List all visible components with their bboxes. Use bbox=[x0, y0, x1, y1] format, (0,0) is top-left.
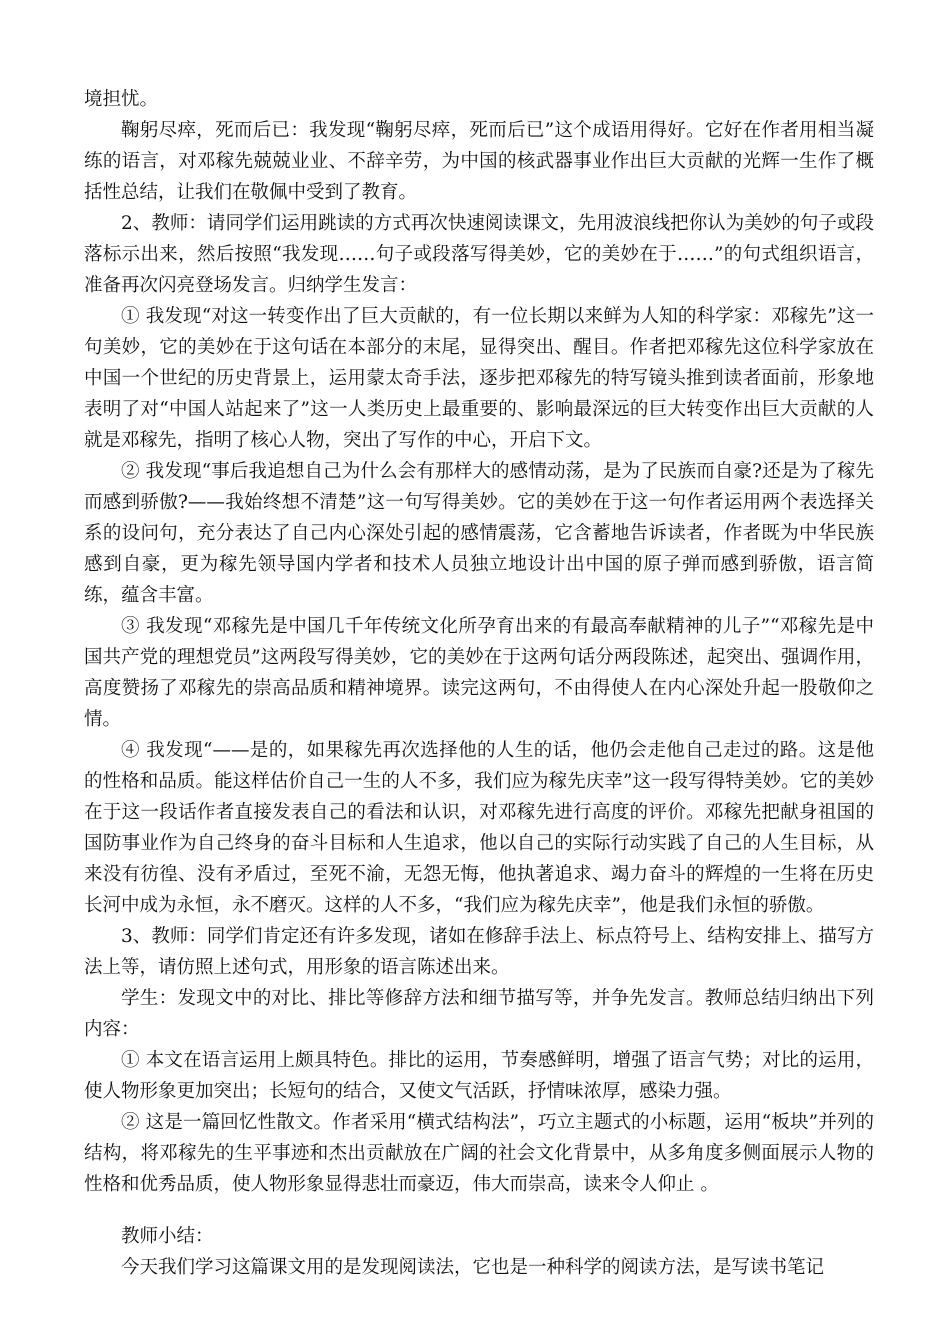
summary-text: 今天我们学习这篇课文用的是发现阅读法，它也是一种科学的阅读方法，是写读书笔记 bbox=[121, 1257, 825, 1278]
paragraph-student-response: 学生：发现文中的对比、排比等修辞方法和细节描写等，并争先发言。教师总结归纳出下列内容： bbox=[84, 988, 874, 1040]
paragraph-continuation: 境担忧。 bbox=[84, 89, 159, 110]
paragraph-teacher-task-2: 2、教师：请同学们运用跳读的方式再次快速阅读课文，先用波浪线把你认为美妙的句子或段落标示出来，然后按照“我发现……句子或段落写得美妙，它的美妙在于……”的句式组织语言，准备再次闪亮登场发言。归纳学生发言： bbox=[84, 213, 874, 296]
paragraph-jugong-jincui: 鞠躬尽瘁，死而后已：我发现“鞠躬尽瘁，死而后已”这个成语用得好。它好在作者用相当凝练的语言，对邓稼先兢兢业业、不辞辛劳，为中国的核武器事业作出巨大贡献的光辉一生作了概括性总结，让我们在敬佩中受到了教育。 bbox=[84, 120, 874, 203]
document-page bbox=[84, 84, 874, 1283]
summary-heading: 教师小结： bbox=[121, 1226, 214, 1247]
paragraph-summary-point-2: ② 这是一篇回忆性散文。作者采用“横式结构法”，巧立主题式的小标题，运用“板块”并列的结构，将邓稼先的生平事迹和杰出贡献放在广阔的社会文化背景中，从多角度多侧面展示人物的性格和优秀品质，使人物形象显得悲壮而豪迈，伟大而崇高，读来令人仰止 。 bbox=[84, 1112, 874, 1195]
blank-line bbox=[84, 1200, 874, 1221]
paragraph-finding-4: ④ 我发现“——是的，如果稼先再次选择他的人生的话，他仍会走他自己走过的路。这是他的性格和品质。能这样估价自己一生的人不多，我们应为稼先庆幸”这一段写得特美妙。它的美妙在于这一段话作者直接发表自己的看法和认识，对邓稼先进行高度的评价。邓稼先把献身祖国的国防事业作为自己终身的奋斗目标和人生追求，他以自己的实际行动实践了自己的人生目标，从来没有彷徨、没有矛盾过，至死不渝，无怨无悔，他执著追求、竭力奋斗的辉煌的一生将在历史长河中成为永恒，永不磨灭。这样的人不多，“我们应为稼先庆幸”，他是我们永恒的骄傲。 bbox=[84, 740, 874, 916]
paragraph-teacher-task-3: 3、教师：同学们肯定还有许多发现，诸如在修辞手法上、标点符号上、结构安排上、描写方法上等，请仿照上述句式，用形象的语言陈述出来。 bbox=[84, 926, 874, 978]
paragraph-summary-point-1: ① 本文在语言运用上颇具特色。排比的运用，节奏感鲜明，增强了语言气势；对比的运用，使人物形象更加突出；长短句的结合，又使文气活跃，抒情味浓厚，感染力强。 bbox=[84, 1050, 874, 1102]
paragraph-finding-1: ① 我发现“对这一转变作出了巨大贡献的，有一位长期以来鲜为人知的科学家：邓稼先”这一句美妙，它的美妙在于这句话在本部分的末尾，显得突出、醒目。作者把邓稼先这位科学家放在中国一个世纪的历史背景上，运用蒙太奇手法，逐步把邓稼先的特写镜头推到读者面前，形象地表明了对“中国人站起来了”这一人类历史上最重要的、影响最深远的巨大转变作出巨大贡献的人就是邓稼先，指明了核心人物，突出了写作的中心，开启下文。 bbox=[84, 306, 874, 451]
paragraph-finding-3: ③ 我发现“邓稼先是中国几千年传统文化所孕育出来的有最高奉献精神的儿子”“邓稼先是中国共产党的理想党员”这两段写得美妙，它的美妙在于这两句话分两段陈述，起突出、强调作用，高度赞扬了邓稼先的崇高品质和精神境界。读完这两句，不由得使人在内心深处升起一股敬仰之情。 bbox=[84, 616, 874, 730]
paragraph-finding-2: ② 我发现“事后我追想自己为什么会有那样大的感情动荡，是为了民族而自豪?还是为了稼先而感到骄傲?——我始终想不清楚”这一句写得美妙。它的美妙在于这一句作者运用两个表选择关系的设问句，充分表达了自己内心深处引起的感情震荡，它含蓄地告诉读者，作者既为中华民族感到自豪，更为稼先领导国内学者和技术人员独立地设计出中国的原子弹而感到骄傲，语言简练，蕴含丰富。 bbox=[84, 461, 874, 606]
